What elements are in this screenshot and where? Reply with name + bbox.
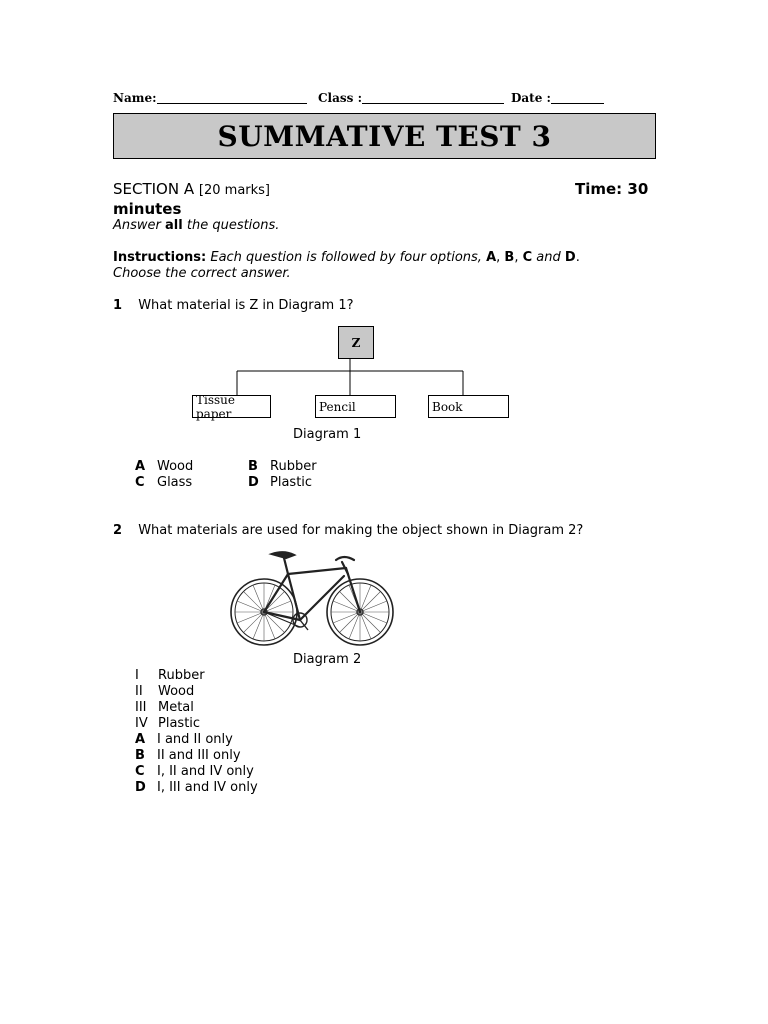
- option-letter: B: [135, 748, 145, 763]
- item-text: Rubber: [158, 668, 205, 683]
- date-field[interactable]: [511, 91, 551, 105]
- q2-option-b[interactable]: [135, 748, 241, 763]
- instr-opt-b: B: [504, 250, 515, 265]
- option-text: Glass: [157, 475, 193, 490]
- list-item: [135, 700, 194, 715]
- instr-opt-a: A: [486, 250, 497, 265]
- q1-option-a[interactable]: [135, 459, 193, 474]
- answer-all-line: [113, 218, 279, 233]
- option-letter: D: [135, 780, 146, 795]
- item-text: Plastic: [158, 716, 201, 731]
- q1-option-b[interactable]: [248, 459, 317, 474]
- option-text: Rubber: [270, 459, 317, 474]
- q2-option-d[interactable]: [135, 780, 258, 795]
- diagram-node-pencil: Pencil: [315, 395, 396, 418]
- roman-numeral: IV: [135, 716, 148, 731]
- minutes-label: minutes: [113, 200, 182, 218]
- class-label: Class :: [318, 91, 363, 105]
- diagram-node-book: Book: [428, 395, 509, 418]
- answer-bold: all: [165, 218, 183, 233]
- instructions-text: Each question is followed by four options,: [210, 250, 482, 265]
- date-blank[interactable]: [551, 91, 604, 104]
- date-label: Date :: [511, 91, 551, 105]
- option-text: Wood: [157, 459, 194, 474]
- roman-numeral: III: [135, 700, 147, 715]
- list-item: [135, 684, 194, 699]
- item-text: Metal: [158, 700, 194, 715]
- question-text: What materials are used for making the object shown in Diagram 2?: [138, 523, 584, 538]
- roman-numeral: I: [135, 668, 139, 683]
- answer-prefix: Answer: [113, 218, 161, 233]
- instr-opt-c: C: [522, 250, 533, 265]
- answer-suffix: the questions.: [186, 218, 280, 233]
- bicycle-icon: [228, 548, 396, 652]
- question-text: What material is Z in Diagram 1?: [138, 298, 354, 313]
- diagram-node-tissue-paper: Tissue paper: [192, 395, 271, 418]
- option-letter: A: [135, 459, 146, 474]
- diagram-1-caption: Diagram 1: [293, 427, 362, 442]
- option-text: I, III and IV only: [157, 780, 258, 795]
- list-item: [135, 668, 205, 683]
- name-blank[interactable]: [157, 91, 307, 104]
- section-heading: [113, 180, 270, 198]
- instructions-text-2: Choose the correct answer.: [113, 266, 291, 281]
- question-2: [113, 523, 583, 538]
- list-item: [135, 716, 200, 731]
- name-field[interactable]: [113, 91, 157, 105]
- section-marks: [20 marks]: [198, 183, 270, 198]
- option-letter: C: [135, 475, 145, 490]
- option-text: I, II and IV only: [157, 764, 254, 779]
- option-letter: D: [248, 475, 259, 490]
- q1-option-d[interactable]: [248, 475, 312, 490]
- title-banner: [113, 113, 656, 159]
- diagram-node-z: Z: [338, 326, 374, 359]
- q1-option-c[interactable]: [135, 475, 192, 490]
- class-blank[interactable]: [362, 91, 504, 104]
- option-letter: A: [135, 732, 146, 747]
- name-label: Name:: [113, 91, 157, 105]
- instructions: Instructions: Each question is followed by four options, A, B, C and D. Choose the correct answer.: [113, 250, 580, 281]
- time-label: Time: 30: [575, 180, 649, 198]
- option-text: Plastic: [270, 475, 313, 490]
- option-letter: C: [135, 764, 145, 779]
- roman-numeral: II: [135, 684, 143, 699]
- q2-option-c[interactable]: [135, 764, 254, 779]
- class-field[interactable]: [318, 91, 362, 105]
- section-label: SECTION A: [113, 180, 195, 198]
- page-title: SUMMATIVE TEST 3: [217, 119, 552, 153]
- instructions-label: Instructions:: [113, 250, 207, 265]
- option-text: I and II only: [157, 732, 233, 747]
- item-text: Wood: [158, 684, 195, 699]
- option-text: II and III only: [157, 748, 241, 763]
- instr-and: and: [536, 250, 561, 265]
- question-number: 1: [113, 298, 123, 313]
- diagram-1: [180, 322, 520, 422]
- diagram-2-caption: Diagram 2: [293, 652, 362, 667]
- question-number: 2: [113, 523, 123, 538]
- instr-opt-d: D: [564, 250, 576, 265]
- student-info-row: [113, 91, 658, 109]
- question-1: [113, 298, 354, 313]
- q2-option-a[interactable]: [135, 732, 233, 747]
- option-letter: B: [248, 459, 258, 474]
